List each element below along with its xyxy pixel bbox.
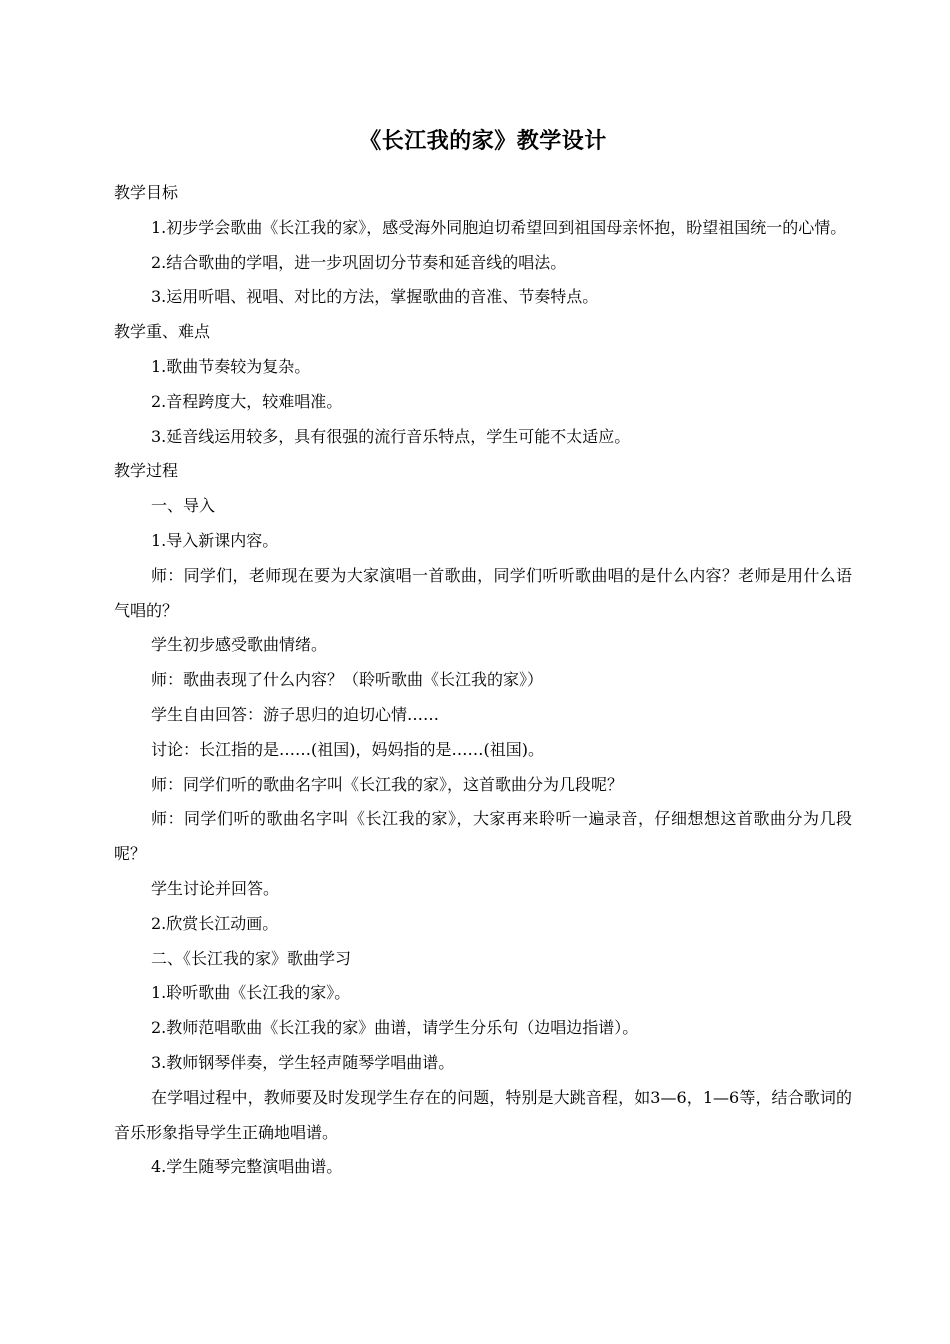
body-paragraph: 2.教师范唱歌曲《长江我的家》曲谱，请学生分乐句（边唱边指谱）。: [151, 1018, 639, 1038]
body-paragraph: 师：同学们听的歌曲名字叫《长江我的家》，这首歌曲分为几段呢？: [151, 774, 624, 794]
body-paragraph: 3.延音线运用较多，具有很强的流行音乐特点，学生可能不太适应。: [151, 426, 631, 446]
section-heading: 教学过程: [114, 461, 179, 481]
body-paragraph: 1.初步学会歌曲《长江我的家》，感受海外同胞迫切希望回到祖国母亲怀抱，盼望祖国统一的心情。: [151, 217, 847, 237]
body-paragraph: 2.欣赏长江动画。: [151, 913, 279, 933]
body-paragraph: 2.音程跨度大，较难唱准。: [151, 391, 343, 411]
document-body: [114, 176, 852, 1185]
body-paragraph: 师：同学们听的歌曲名字叫《长江我的家》，大家再来聆听一遍录音，仔细想想这首歌曲分为几段呢？: [114, 809, 852, 864]
body-paragraph: 1.歌曲节奏较为复杂。: [151, 356, 311, 376]
body-paragraph: 在学唱过程中，教师要及时发现学生存在的问题，特别是大跳音程，如3—6，1—6等，结合歌词的音乐形象指导学生正确地唱谱。: [114, 1087, 852, 1142]
document-title: 《长江我的家》教学设计: [359, 128, 607, 154]
body-paragraph: 3.教师钢琴伴奏，学生轻声随琴学唱曲谱。: [151, 1052, 455, 1072]
body-paragraph: 讨论：长江指的是……(祖国)，妈妈指的是……(祖国)。: [151, 739, 544, 759]
body-paragraph: 二、《长江我的家》歌曲学习: [151, 948, 352, 968]
body-paragraph: 学生讨论并回答。: [151, 878, 280, 898]
body-paragraph: 1.聆听歌曲《长江我的家》。: [151, 983, 351, 1003]
body-paragraph: 师：歌曲表现了什么内容？（聆听歌曲《长江我的家》）: [151, 670, 544, 690]
body-paragraph: 3.运用听唱、视唱、对比的方法，掌握歌曲的音准、节奏特点。: [151, 287, 599, 307]
body-paragraph: 师：同学们，老师现在要为大家演唱一首歌曲，同学们听听歌曲唱的是什么内容？老师是用什么语气唱的？: [114, 565, 852, 620]
body-paragraph: 学生自由回答：游子思归的迫切心情……: [151, 704, 440, 724]
section-heading: 教学重、难点: [114, 322, 211, 342]
body-paragraph: 学生初步感受歌曲情绪。: [151, 635, 328, 655]
body-paragraph: 一、导入: [151, 496, 216, 516]
body-paragraph: 1.导入新课内容。: [151, 530, 279, 550]
body-paragraph: 2.结合歌曲的学唱，进一步巩固切分节奏和延音线的唱法。: [151, 252, 567, 272]
section-heading: 教学目标: [114, 183, 179, 202]
body-paragraph: 4.学生随琴完整演唱曲谱。: [151, 1157, 343, 1177]
